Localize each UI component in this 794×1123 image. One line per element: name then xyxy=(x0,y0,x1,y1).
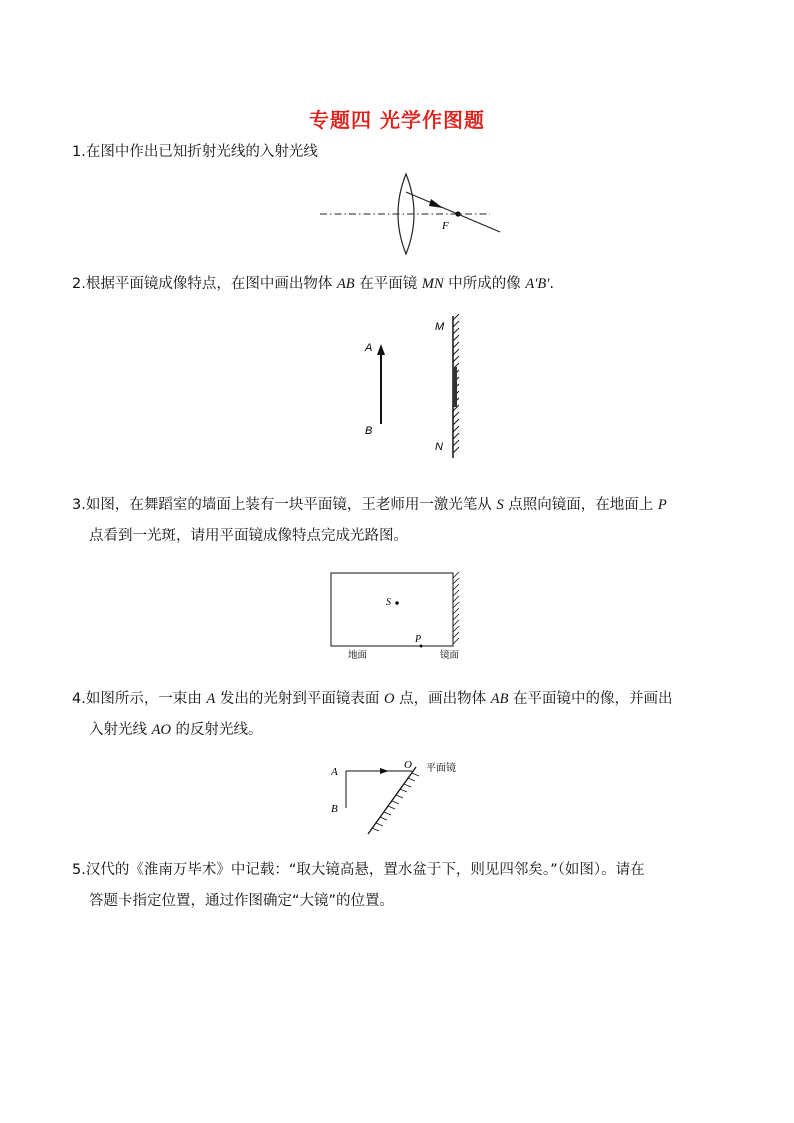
question-5-text-2: 答题卡指定位置，通过作图确定“大镜”的位置。 xyxy=(89,893,395,909)
question-1 xyxy=(72,137,732,168)
refracted-ray xyxy=(406,192,500,232)
question-4-text-4: 在平面镜中的像，并画出 xyxy=(508,691,673,707)
incident-ray-arrow xyxy=(380,768,389,774)
question-5 xyxy=(72,855,732,917)
label-b-q4: B xyxy=(331,803,338,815)
label-a-q4: A xyxy=(331,766,338,778)
plane-mirror-diagram xyxy=(355,312,475,462)
label-m: M xyxy=(435,321,445,333)
question-5-text: 5.汉代的《淮南万毕术》中记载：“取大镜高悬，置水盆于下，则见四邻矣。”（如图）。请在 xyxy=(72,862,645,878)
label-s: S xyxy=(386,597,391,608)
question-2-text-2: 在平面镜 xyxy=(354,276,422,292)
object-ab: AB xyxy=(336,276,355,292)
point-o: O xyxy=(384,691,395,707)
question-4 xyxy=(72,684,732,746)
question-1-text: 1.在图中作出已知折射光线的入射光线 xyxy=(72,144,318,160)
ray-ao: AO xyxy=(151,722,171,738)
question-4-text-5: 入射光线 xyxy=(89,722,152,738)
question-4-line-2 xyxy=(72,715,732,746)
wall-mirror-hatching xyxy=(453,572,459,644)
label-wall-mirror: 镜面 xyxy=(440,651,460,661)
question-4-text-6: 的反射光线。 xyxy=(170,722,263,738)
question-4-text-2: 发出的光射到平面镜表面 xyxy=(215,691,385,707)
question-3-text: 3.如图，在舞蹈室的墙面上装有一块平面镜，王老师用一激光笔从 xyxy=(72,497,497,513)
point-a: A xyxy=(206,691,216,707)
inclined-mirror-hatching xyxy=(372,773,419,831)
label-floor: 地面 xyxy=(348,651,368,661)
question-3-text-2: 点照向镜面，在地面上 xyxy=(503,497,658,513)
label-o: O xyxy=(404,759,412,771)
dance-room-diagram xyxy=(326,568,472,664)
page-title: 专题四 光学作图题 xyxy=(309,108,485,132)
label-b: B xyxy=(365,425,373,437)
question-3 xyxy=(72,490,732,552)
inclined-mirror xyxy=(368,767,416,834)
point-s: S xyxy=(496,497,504,513)
question-2-text-3: 中所成的像 xyxy=(443,276,526,292)
lens-diagram xyxy=(318,170,508,262)
label-n: N xyxy=(435,441,443,453)
inclined-mirror-diagram xyxy=(326,756,476,842)
question-2-text-4: . xyxy=(549,276,555,292)
question-4-text: 4.如图所示，一束由 xyxy=(72,691,207,707)
label-a: A xyxy=(365,342,373,354)
point-p: P xyxy=(657,497,667,513)
image-ab: A′B′ xyxy=(525,276,550,292)
focus-point xyxy=(455,211,460,216)
question-2-text: 2.根据平面镜成像特点，在图中画出物体 xyxy=(72,276,337,292)
object-arrowhead xyxy=(377,344,385,355)
mirror-mn: MN xyxy=(421,276,444,292)
room-outline xyxy=(331,573,453,646)
question-3-text-3: 点看到一光斑，请用平面镜成像特点完成光路图。 xyxy=(89,528,408,544)
object-ab-q4: AB xyxy=(490,691,509,707)
question-2 xyxy=(72,269,732,300)
label-plane-mirror: 平面镜 xyxy=(426,763,456,774)
source-point-s xyxy=(395,601,399,605)
ray-arrow xyxy=(429,199,443,208)
label-p: P xyxy=(415,634,422,645)
focus-label: F xyxy=(442,220,449,232)
mirror-dark-band xyxy=(453,367,457,407)
question-4-text-3: 点，画出物体 xyxy=(394,691,491,707)
